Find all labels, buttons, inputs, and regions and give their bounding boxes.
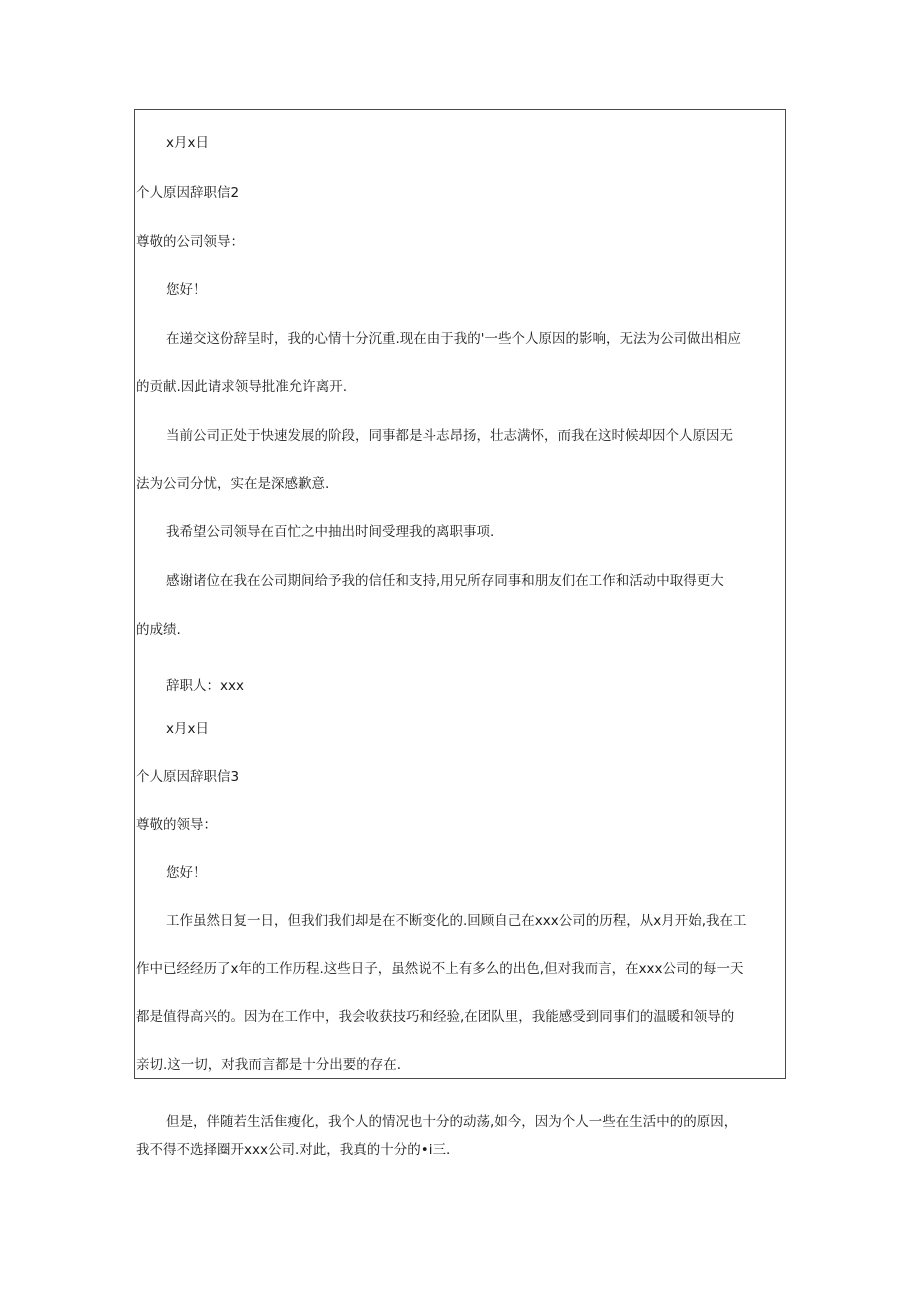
letter-title: 个人原因辞职信3 <box>136 769 240 785</box>
letter-border-box <box>134 109 786 1079</box>
paragraph-line: 感谢诸位在我在公司期间给予我的信任和支持,用兄所存同事和朋友们在工作和活动中取得更大 <box>166 573 724 589</box>
paragraph-line: 我希望公司领导在百忙之中抽出时间受理我的离职事项. <box>166 524 495 540</box>
letter-title: 个人原因辞职信2 <box>136 185 240 201</box>
paragraph-line: 作中已经经历了x年的工作历程.这些日子，虽然说不上有多么的出色,但对我而言，在xxx公司的每一天 <box>136 961 744 977</box>
greeting: 您好！ <box>166 282 207 298</box>
date-line: x月x日 <box>166 135 209 151</box>
greeting: 您好！ <box>166 865 207 881</box>
paragraph-line: 工作虽然日复一日，但我们我们却是在不断变化的.回顾自己在xxx公司的历程，从x月开始,我在工 <box>166 913 747 929</box>
paragraph-line: 我不得不选择圈开xxx公司.对此，我真的十分的•i三. <box>136 1142 451 1158</box>
paragraph-line: 在递交这份辞呈时，我的心情十分沉重.现在由于我的'一些个人原因的影响，无法为公司做出相应 <box>166 331 742 347</box>
date-line: x月x日 <box>166 721 209 737</box>
paragraph-line: 法为公司分忧，实在是深感歉意. <box>136 476 330 492</box>
paragraph-line: 都是值得高兴的。因为在工作中，我会收获技巧和经验,在团队里，我能感受到同事们的温暖和领导的 <box>136 1009 735 1025</box>
signer-line: 辞职人：xxx <box>166 678 244 694</box>
salutation: 尊敬的领导： <box>136 817 217 833</box>
paragraph-line: 但是，伴随若生活隹瘦化，我个人的情况也十分的动荡,如今，因为个人一些在生活中的的原因， <box>166 1114 738 1130</box>
paragraph-line: 的成绩. <box>136 622 181 638</box>
salutation: 尊敬的公司领导： <box>136 234 244 250</box>
paragraph-line: 当前公司正处于快速发展的阶段，同事都是斗志昂扬，壮志满怀，而我在这时候却因个人原因无 <box>166 428 733 444</box>
paragraph-line: 亲切.这一切，对我而言都是十分出要的存在. <box>136 1057 402 1073</box>
paragraph-line: 的贡献.因此请求领导批准允许离开. <box>136 379 348 395</box>
